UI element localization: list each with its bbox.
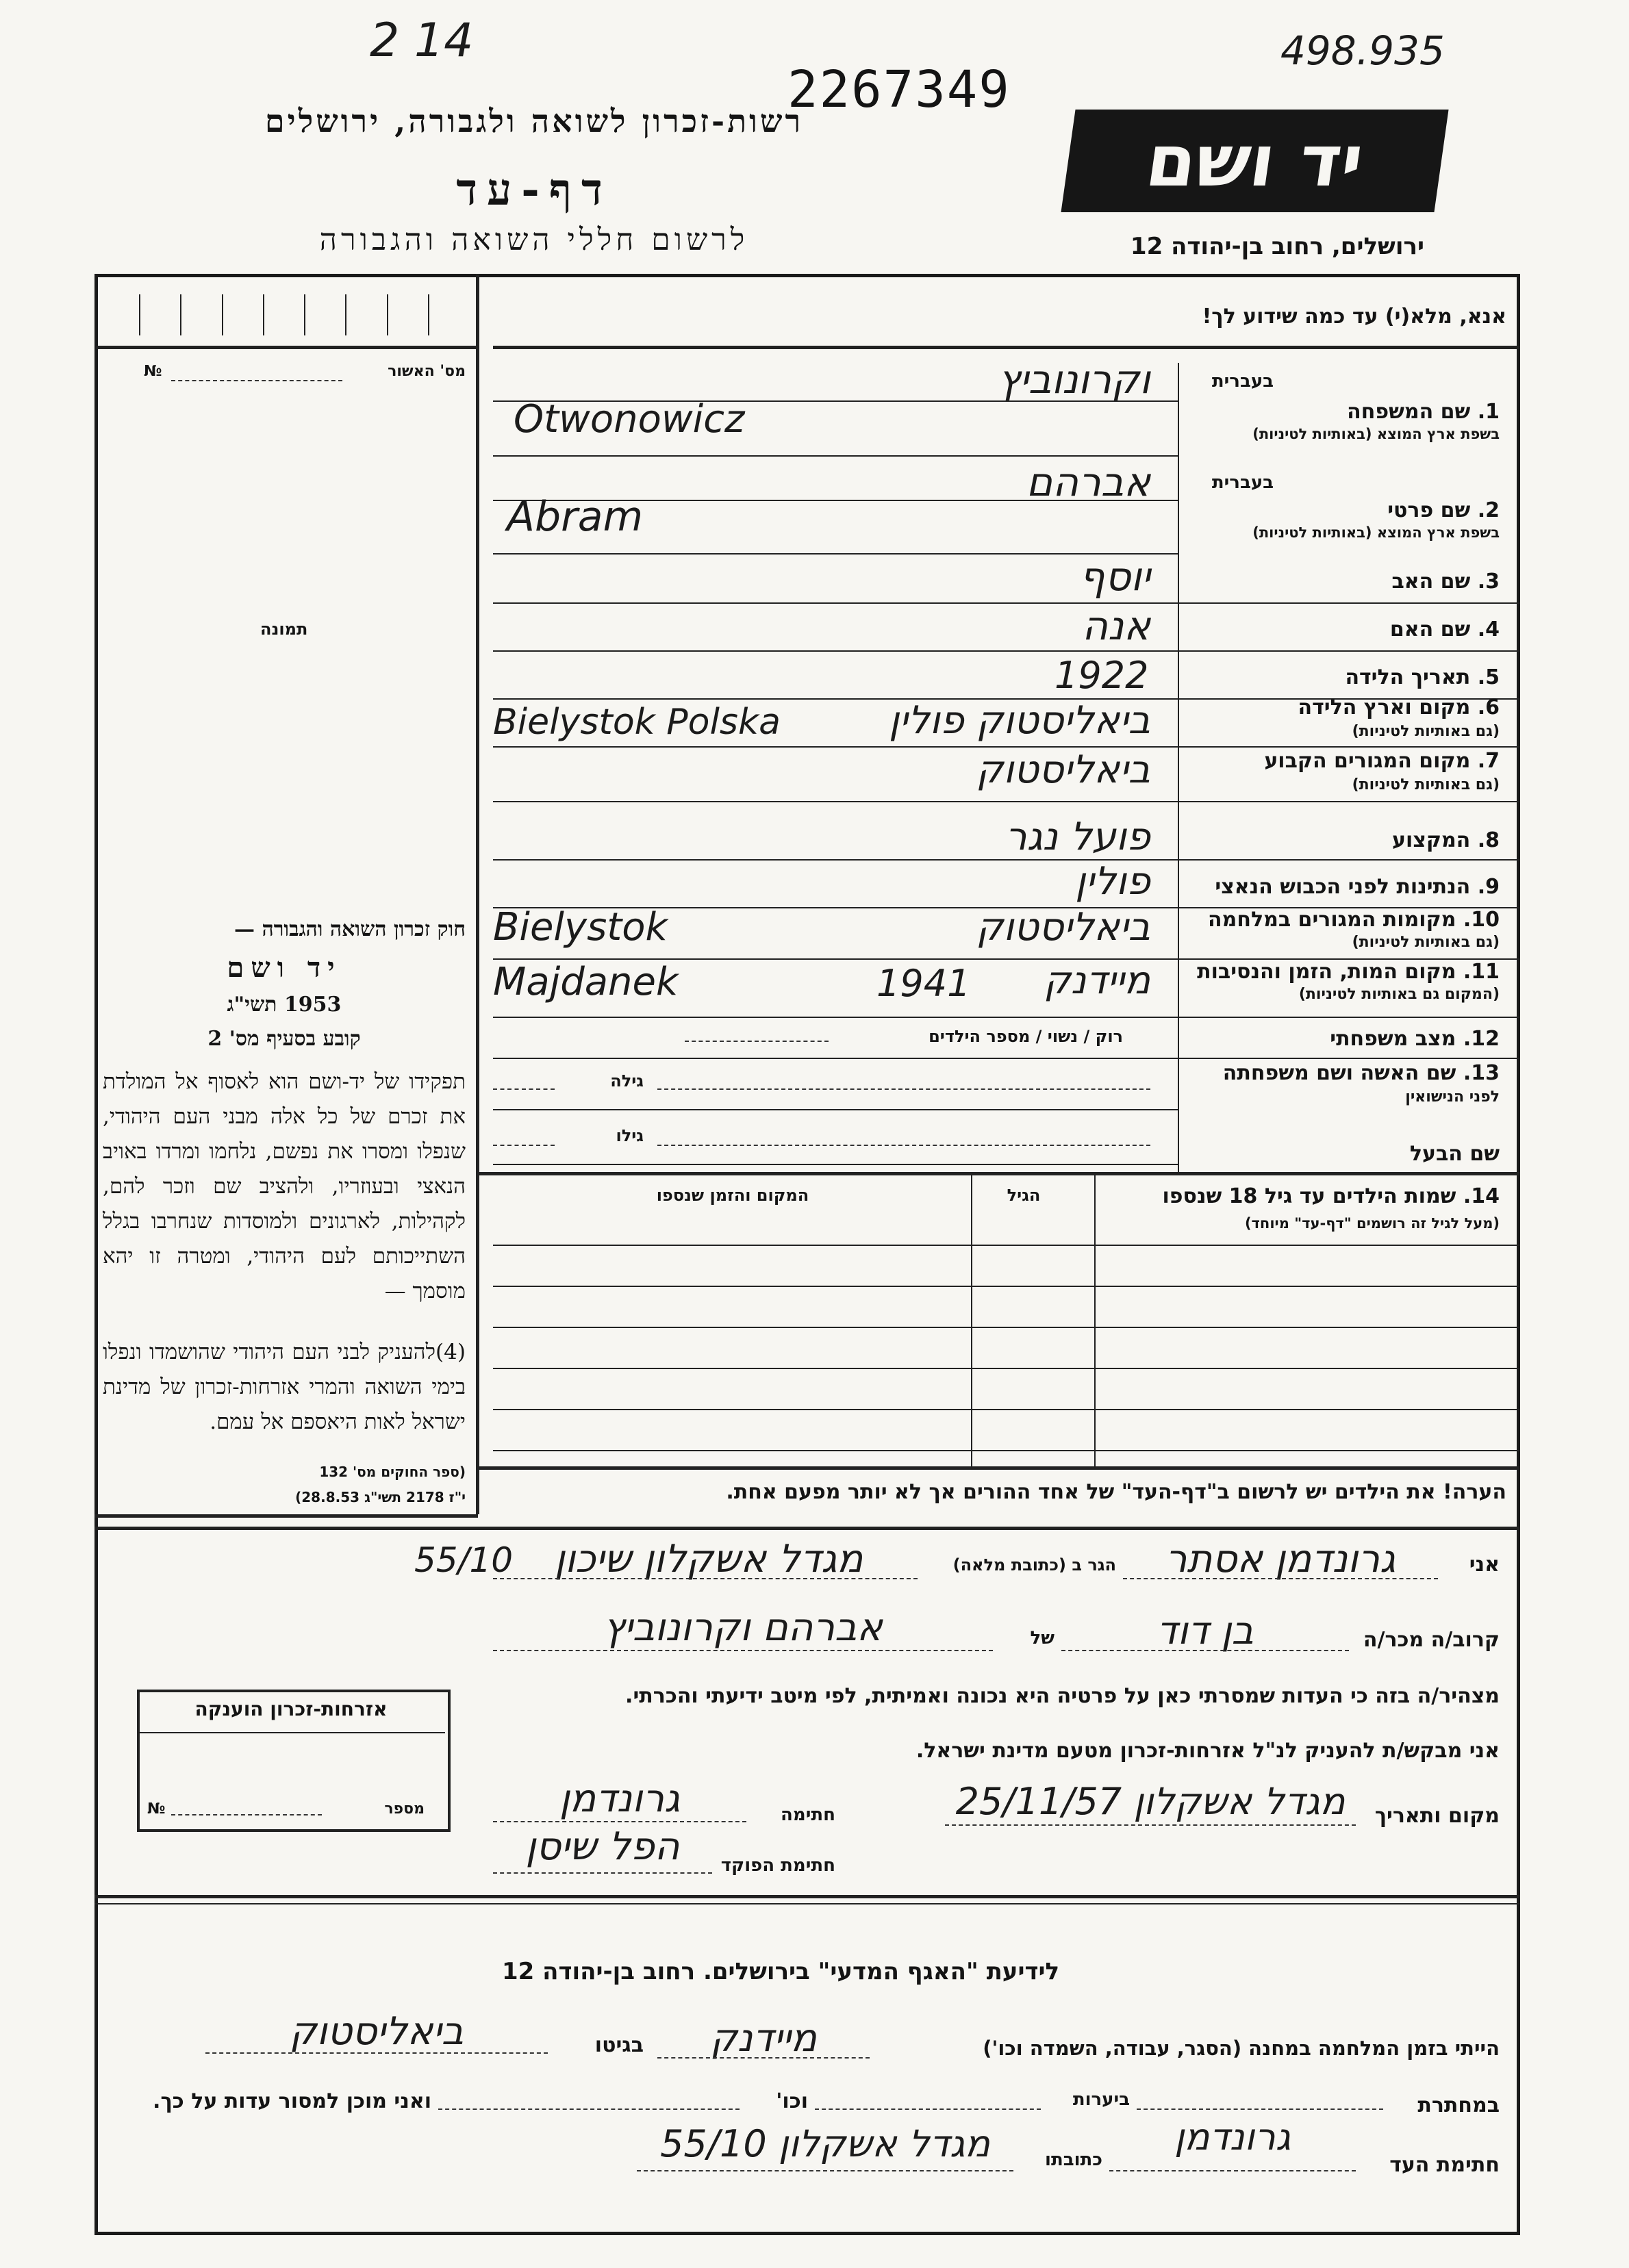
decl-i-value: גרונדמן אסתר [1165, 1537, 1396, 1581]
f1-latin-value: Otwonowicz [514, 397, 745, 442]
f9-label: 9. הנתינות לפני הכבוש הנאצי [1215, 875, 1500, 899]
f11-label: 11. מקום המות, הזמן והנסיבות [1197, 960, 1500, 984]
decl-signature-label: חתימה [781, 1805, 835, 1825]
receipt-no-symbol: № [144, 363, 162, 380]
f11-latin-value: Majdanek [493, 960, 679, 1004]
f6-sub: (גם באותיות לטיניות) [1352, 723, 1500, 740]
officer-signature-value: הפל שיסן [525, 1824, 680, 1869]
f13-sub: לפני הנישואין [1405, 1088, 1500, 1106]
f11-hebrew-value: מיידנק [1044, 958, 1150, 1003]
citizenship-box-no: № [147, 1800, 166, 1818]
officer-signature-label: חתימת הפוקד [720, 1855, 835, 1876]
info-ghetto-label: בגיטו [594, 2033, 644, 2057]
f4-label: 4. שם האם [1389, 617, 1500, 641]
f4-value: אנה [1082, 602, 1150, 649]
institution-name: רשות-זכרון לשואה ולגבורה, ירושלים [264, 103, 804, 140]
annotation-top-left: 2 14 [370, 14, 474, 68]
photo-label: תמונה [260, 620, 308, 639]
info-forests-label: ביערות [1072, 2089, 1130, 2110]
yad-vashem-logo: יד ושם [1061, 110, 1448, 212]
f2-sub: בשפת ארץ המוצא (באותיות לטיניות) [1252, 524, 1500, 541]
decl-residing-label: הגר ב (כתובת מלאה) [952, 1555, 1116, 1575]
receipt-tick-boxes [99, 294, 469, 335]
f6-hebrew-value: ביאליסטוק פולין [889, 698, 1150, 743]
citizenship-box-number-label: מספר [384, 1800, 425, 1818]
f5-value: 1922 [1055, 654, 1149, 697]
decl-address-value: מגדל אשקלון שיכון [554, 1537, 863, 1581]
info-camp-label: הייתי בזמן המלחמה במחנה (הסגר, עבודה, השמדה וכו') [983, 2037, 1500, 2060]
f1-hebrew-value: וקרונוביץ [998, 356, 1150, 403]
f6-latin-value: Bielystok Polska [493, 702, 781, 743]
f1-in-hebrew: בעברית [1211, 371, 1274, 392]
f13-label: 13. שם האשה ושם משפחתה [1222, 1061, 1500, 1085]
decl-relation-label: קרוב/ה מכר/ה [1363, 1628, 1500, 1652]
f7-value: ביאליסטוק [976, 748, 1150, 792]
receipt-label: מס' האשור [388, 363, 466, 380]
info-etc-label: וכו' [776, 2089, 808, 2113]
law-item-4: (4)להעניק לבני העם היהודי שהושמדו ונפלו בימי השואה והמרי אזרחות-זכרון של מדינת ישראל לאות היאספם אל עמם. [103, 1340, 466, 1434]
annotation-top-right: 498.935 [1280, 27, 1445, 74]
form-intro: אנא, מלא(י) עד כמה שידוע לך! [1202, 305, 1506, 329]
f7-label: 7. מקום המגורים הקבוע [1264, 749, 1500, 773]
f9-value: פולין [1075, 859, 1150, 904]
f14-sub: (מעל לגיל זה רושמים "דף-עד" מיוחד) [1244, 1215, 1500, 1232]
law-name: יד ושם [227, 952, 342, 984]
law-ref-1: (ספר החוקים מס' 132 [319, 1464, 466, 1480]
law-ref-2: י"ז 2178 תשי"ג 28.8.53) [295, 1489, 466, 1505]
f7-sub: (גם באותיות לטיניות) [1352, 776, 1500, 793]
decl-of-value: אברהם וקרונוביץ [603, 1605, 883, 1650]
law-title: חוק זכרון השואה והגבורה — [234, 917, 466, 941]
f12-label: 12. מצב משפחתי [1330, 1027, 1500, 1051]
witness-signature-value: גרונדמן [1174, 2115, 1291, 2158]
f14-label: 14. שמות הילדים עד גיל 18 שנספו [1162, 1184, 1500, 1208]
f8-value: פועל נגר [1005, 815, 1150, 859]
f2-latin-value: Abram [507, 493, 644, 541]
f5-label: 5. תאריך הלידה [1345, 665, 1500, 689]
form-title: דף-עד [456, 164, 612, 216]
note-text: הערה! את הילדים יש לרשום ב"דף-העד" של אחד ההורים אך לא יותר מפעם אחת. [726, 1480, 1506, 1504]
husband-label: שם הבעל [1409, 1142, 1500, 1166]
f2-in-hebrew: בעברית [1211, 472, 1274, 493]
witness-address-label: כתובתו [1045, 2150, 1102, 2170]
decl-place-date-label: מקום ותאריך [1374, 1804, 1500, 1828]
f10-hebrew-value: ביאליסטוק [976, 905, 1150, 950]
info-ghetto-value: ביאליסטוק [289, 2009, 464, 2054]
info-ready-label: ואני מוכן למסור עדות על כך. [153, 2089, 431, 2113]
f14-col-place: המקום והזמן שנספו [656, 1186, 809, 1205]
husband-age-label: גילו [616, 1126, 644, 1145]
f10-label: 10. מקומות המגורים במלחמה [1208, 908, 1500, 932]
f12-options: רוק / נשוי / מספר הילדים [929, 1027, 1123, 1046]
law-year: 1953 תשי"ג [227, 993, 342, 1017]
decl-i-label: אני [1469, 1553, 1500, 1577]
f13-age-label: גילה [610, 1071, 644, 1091]
info-camp-value: מיידנק [710, 2016, 817, 2061]
f1-label: 1. שם המשפחה [1347, 400, 1500, 424]
decl-request: אני מבקש/ת להעניק לנ"ל אזרחות-זכרון מטעם מדינת ישראל. [915, 1739, 1500, 1763]
f6-label: 6. מקום וארץ הלידה [1298, 696, 1500, 719]
witness-address-value: מגדל אשקלון 55/10 [660, 2122, 990, 2165]
f11-year-value: 1941 [876, 962, 971, 1005]
law-clause: קובע בסעיף מס' 2 [207, 1027, 361, 1051]
f1-sub: בשפת ארץ המוצא (באותיות לטיניות) [1252, 426, 1500, 442]
header-address: ירושלים, רחוב בן-יהודה 12 [1130, 233, 1424, 260]
decl-statement: מצהיר/ה בזה כי העדות שמסרתי כאן על פרטיה היא נכונה ואמיתית, לפי מיטב ידיעתי והכרתי. [625, 1684, 1500, 1708]
f3-value: יוסף [1079, 553, 1150, 600]
decl-signature-value: גרונדמן [559, 1776, 681, 1821]
decl-place-date-value: מגדל אשקלון 25/11/57 [955, 1780, 1346, 1823]
f14-col-age: הגיל [1007, 1186, 1041, 1205]
decl-address-number: 55/10 [414, 1540, 514, 1580]
f2-label: 2. שם פרטי [1387, 498, 1500, 522]
law-text: תפקידו של יד-ושם הוא לאסוף אל המולדת את זכרם של כל אלה מבני העם היהודי, שנפלו ומסרו את נפשם, נלחמו ומרדו באויב הנאצי ובעוזריו, ולהציב שם וזכר להם, לקהילות, לארגונים ולמוסדות שנחרבו בגלל השתייכותם לעם היהודי, ומטרה זו יהא מוסמך — [103, 1069, 466, 1303]
f3-label: 3. שם האב [1391, 570, 1500, 594]
info-title: לידיעת "האגף המדעי" בירושלים. רחוב בן-יהודה 12 [501, 1958, 1060, 1985]
f2-hebrew-value: אברהם [1026, 459, 1150, 505]
f10-latin-value: Bielystok [493, 905, 668, 950]
f11-sub: (המקום גם באותיות לטיניות) [1298, 986, 1500, 1003]
form-subtitle: לרשום חללי השואה והגבורה [319, 222, 749, 257]
info-underground-label: במחתרת [1417, 2093, 1500, 2117]
f8-label: 8. המקצוע [1392, 828, 1500, 852]
form-number: 2267349 [787, 60, 1011, 119]
decl-of-label: של [1030, 1628, 1055, 1648]
decl-relation-value: בן דוד [1157, 1609, 1254, 1653]
witness-signature-label: חתימת העד [1389, 2153, 1500, 2177]
f10-sub: (גם באותיות לטיניות) [1352, 934, 1500, 951]
citizenship-box-title: אזרחות-זכרון הוענקה [194, 1698, 388, 1720]
